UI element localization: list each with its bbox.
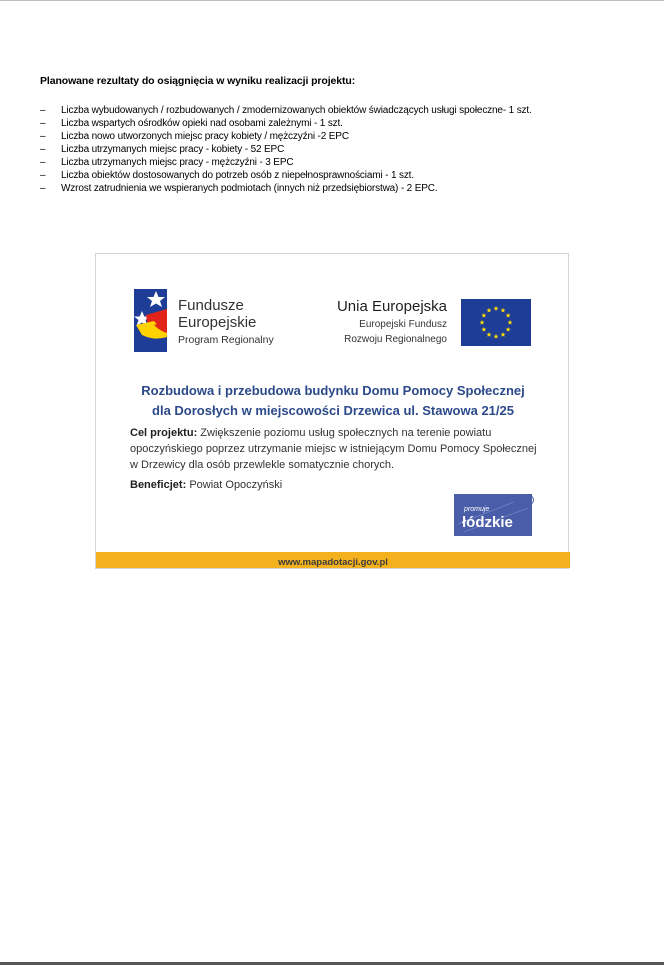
list-item bbox=[40, 169, 532, 182]
dash-bullet: – bbox=[40, 170, 46, 181]
dash-bullet: – bbox=[40, 144, 46, 155]
list-item bbox=[40, 182, 532, 195]
funds-logo-icon bbox=[134, 289, 167, 352]
result-text: Liczba wspartych ośrodków opieki nad osobami zależnymi - 1 szt. bbox=[61, 118, 343, 129]
result-text: Wzrost zatrudnienia we wspieranych podmiotach (innych niż przedsiębiorstwa) - 2 EPC. bbox=[61, 183, 438, 194]
project-title-line2: dla Dorosłych w miejscowości Drzewica ul. Stawowa 21/25 bbox=[152, 403, 514, 418]
funds-name-line1: Fundusze bbox=[178, 297, 244, 314]
list-item bbox=[40, 156, 532, 169]
list-item bbox=[40, 117, 532, 130]
beneficiary-label: Beneficjet: bbox=[130, 479, 187, 491]
funds-program: Program Regionalny bbox=[178, 334, 274, 346]
result-text: Liczba obiektów dostosowanych do potrzeb osób z niepełnosprawnościami - 1 szt. bbox=[61, 170, 414, 181]
result-text: Liczba wybudowanych / rozbudowanych / zmodernizowanych obiektów świadczących usługi społeczne- 1 szt. bbox=[61, 105, 532, 116]
dash-bullet: – bbox=[40, 118, 46, 129]
list-item bbox=[40, 104, 532, 117]
dash-bullet: – bbox=[40, 157, 46, 168]
eu-fund-line2: Rozwoju Regionalnego bbox=[344, 334, 447, 345]
lodzkie-promo-logo-icon bbox=[454, 494, 534, 536]
results-heading: Planowane rezultaty do osiągnięcia w wyniku realizacji projektu: bbox=[40, 75, 356, 87]
dash-bullet: – bbox=[40, 183, 46, 194]
beneficiary bbox=[130, 479, 282, 491]
result-text: Liczba utrzymanych miejsc pracy - mężczyźni - 3 EPC bbox=[61, 157, 294, 168]
goal-label: Cel projektu: bbox=[130, 427, 198, 439]
dash-bullet: – bbox=[40, 105, 46, 116]
project-title-line1: Rozbudowa i przebudowa budynku Domu Pomocy Społecznej bbox=[141, 383, 525, 398]
eu-name: Unia Europejska bbox=[336, 298, 447, 315]
lodzkie-small-text: promuje bbox=[464, 506, 490, 513]
page-top-border bbox=[0, 0, 664, 1]
funds-logo-text bbox=[178, 297, 274, 346]
result-text: Liczba utrzymanych miejsc pracy - kobiety - 52 EPC bbox=[61, 144, 285, 155]
lodzkie-big-text: łódzkie bbox=[462, 514, 513, 531]
eu-fund-line1: Europejski Fundusz bbox=[359, 319, 447, 330]
result-text: Liczba nowo utworzonych miejsc pracy kobiety / mężczyźni -2 EPC bbox=[61, 131, 349, 142]
project-goal bbox=[130, 425, 540, 473]
board-footer bbox=[96, 552, 570, 568]
beneficiary-text: Powiat Opoczyński bbox=[189, 479, 283, 491]
project-information-board bbox=[95, 253, 569, 569]
eu-logo-text bbox=[322, 298, 447, 346]
project-title bbox=[96, 381, 570, 421]
list-item bbox=[40, 130, 532, 143]
goal-text: Zwiększenie poziomu usług społecznych na terenie powiatu opoczyńskiego poprzez utrzymanie miejsc w istniejącym Domu Pomocy Społecznej w Drzewicy dla osób przewlekle somatycznie chorych. bbox=[130, 427, 537, 471]
results-list bbox=[40, 104, 532, 195]
funds-name-line2: Europejskie bbox=[178, 314, 257, 331]
dash-bullet: – bbox=[40, 131, 46, 142]
website-link: www.mapadotacji.gov.pl bbox=[278, 557, 388, 568]
list-item bbox=[40, 143, 532, 156]
eu-flag-icon bbox=[461, 299, 531, 346]
